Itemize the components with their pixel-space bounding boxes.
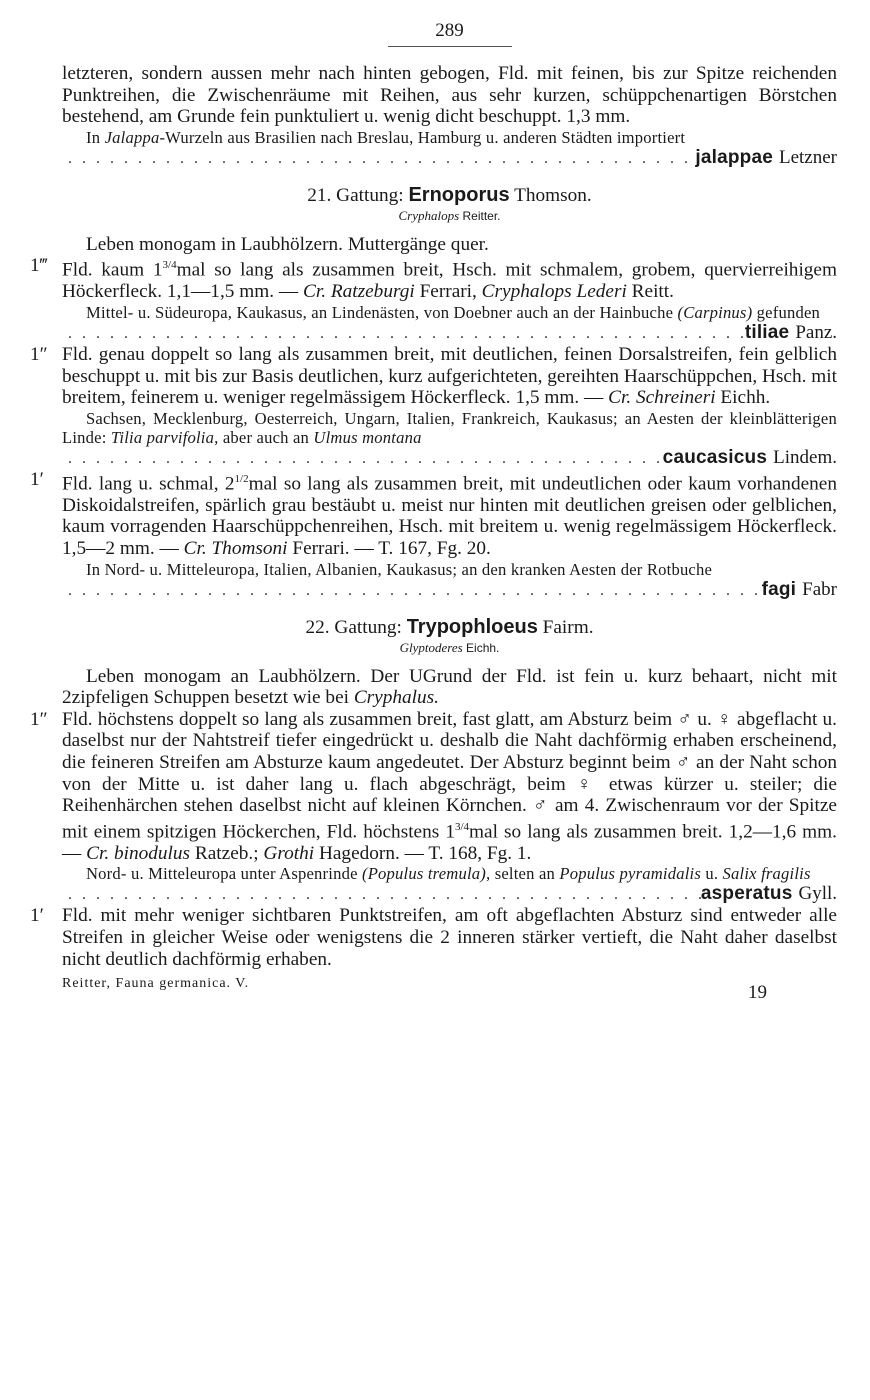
species-row	[62, 322, 837, 344]
genus-synonym: Glyptoderes Eichh.	[399, 639, 500, 655]
leader-dots	[62, 582, 762, 600]
leader-dots	[62, 325, 745, 343]
species-author: Letzner	[778, 146, 837, 168]
intro-locality: In Jalappa-Wurzeln aus Brasilien nach Breslau, Hamburg u. anderen Städten importiert	[86, 127, 686, 147]
page-footer	[62, 976, 837, 1004]
genus-biology: Leben monogam an Laubhölzern. Der UGrund der Fld. ist fein u. kurz behaart, nicht mit 2zipfeligen Schuppen besetzt wie bei Cryphalus.	[62, 665, 837, 709]
header-rule	[388, 46, 512, 47]
genus-synonym: Cryphalops Reitter.	[398, 207, 501, 223]
key-entry: 1′ Fld. lang u. schmal, $2^{1/2}mal$ so lang als zusammen breit, mit undeutlichen oder kaum vorhandenen Diskoidalstreifen, spärlich grau bestäubt u. meist nur hinten mit deutlichen greisen oder gelblichen, kaum vorragenden Haarschüppchenreihen, Hsch. mit breitem u. wenig regelmässigem Höckerfleck. 1,5—2 mm. — Cr. Thomsoni Ferrari. — T. 167, Fg. 20.	[30, 468, 837, 559]
genus-heading: 21. Gattung: Ernoporus Thomson.	[307, 183, 592, 206]
species-author: Gyll.	[798, 883, 837, 905]
key-locality: In Nord- u. Mitteleuropa, Italien, Albanien, Kaukasus; an den kranken Aesten der Rotbuche	[86, 559, 713, 579]
species-name: tiliae	[744, 321, 790, 343]
leader-dots	[62, 150, 695, 168]
species-author: Fabr	[802, 578, 837, 600]
intro-description: letzteren, sondern aussen mehr nach hinten gebogen, Fld. mit feinen, bis zur Spitze reichenden Punktreihen, die Zwischenräume mit Reihen, aus sehr kurzen, schüppchenartigen Börstchen bestehend, am Grunde fein punktuliert u. wenig dicht beschuppt. 1,3 mm.	[62, 63, 837, 128]
key-marker: 1‴	[30, 255, 48, 277]
key-marker: 1″	[30, 343, 48, 365]
species-row	[62, 447, 837, 469]
document-page	[30, 18, 838, 1004]
species-name: fagi	[761, 578, 797, 600]
page-number: 289	[435, 20, 464, 41]
leader-dots	[62, 886, 701, 904]
key-marker: 1′	[30, 468, 44, 490]
key-locality: Mittel- u. Südeuropa, Kaukasus, an Lindenästen, von Doebner auch an der Hainbuche (Carpinus) gefunden	[86, 302, 821, 322]
genus-biology: Leben monogam in Laubhölzern. Muttergänge quer.	[86, 233, 489, 255]
key-entry: 1′ Fld. mit mehr weniger sichtbaren Punktstreifen, am oft abgeflachten Absturz sind entweder alle Streifen in gleicher Weise oder wenigstens die 2 inneren stärker vertieft, die Naht daher daselbst nicht deutlich dachförmig erhaben.	[30, 905, 837, 970]
species-name: jalappae	[695, 146, 773, 168]
key-locality: Sachsen, Mecklenburg, Oesterreich, Ungarn, Italien, Frankreich, Kaukasus; an Aesten der kleinblätterigen Linde: Tilia parvifolia, aber auch an Ulmus montana	[62, 408, 837, 447]
footer-source: Reitter, Fauna germanica. V.	[62, 976, 250, 992]
key-entry: 1″ Fld. höchstens doppelt so lang als zusammen breit, fast glatt, am Absturz beim ♂ u. ♀ abgeflacht u. daselbst nur der Nahtstreif tiefer eingedrückt u. deshalb die Naht dachförmig erhaben erscheinend, die feineren Streifen am Absturze kaum angedeutet. Der Absturz beginnt beim ♂ an der Naht schon von der Mitte u. ist daher lang u. flach abgeschrägt, beim ♀ etwas kürzer u. steiler; die Reihenhärchen stehen daselbst nicht auf kleinen Körnchen. ♂ am 4. Zwischenraum vor der Spitze mit einem spitzigen Höckerchen, Fld. höchstens $1^{3/4}mal$ so lang als zusammen breit. 1,2—1,6 mm. — Cr. binodulus Ratzeb.; Grothi Hagedorn. — T. 168, Fg. 1.	[30, 708, 838, 864]
key-marker: 1″	[30, 708, 48, 730]
key-entry: 1″ Fld. genau doppelt so lang als zusammen breit, mit deutlichen, feinen Dorsalstreifen, fein gelblich beschuppt u. mit bis zur Basis deutlichen, kurz aufgerichteten, gereihten Haarschüppchen, Hsch. mit breitem, feinerem u. weniger regelmässigem Höckerfleck. 1,5 mm. — Cr. Schreineri Eichh.	[30, 343, 837, 409]
key-marker: 1′	[30, 905, 44, 927]
leader-dots	[62, 450, 663, 468]
genus-heading: 22. Gattung: Trypophloeus Fairm.	[305, 615, 594, 638]
key-locality: Nord- u. Mitteleuropa unter Aspenrinde (Populus tremula), selten an Populus pyramidalis u. Salix fragilis	[86, 864, 811, 884]
footer-signature: 19	[748, 982, 767, 1004]
species-row	[62, 579, 837, 601]
species-author: Lindem.	[773, 446, 837, 468]
intro-species-row	[62, 147, 837, 169]
species-author: Panz.	[795, 321, 837, 343]
species-name: asperatus	[700, 883, 793, 905]
key-entry: 1‴ Fld. kaum $1^{3/4}mal$ so lang als zusammen breit, Hsch. mit schmalem, grobem, quervierreihigem Höckerfleck. 1,1—1,5 mm. — Cr. Ratzeburgi Ferrari, Cryphalops Lederi Reitt.	[30, 255, 837, 303]
species-name: caucasicus	[662, 446, 768, 468]
species-row	[62, 883, 837, 905]
